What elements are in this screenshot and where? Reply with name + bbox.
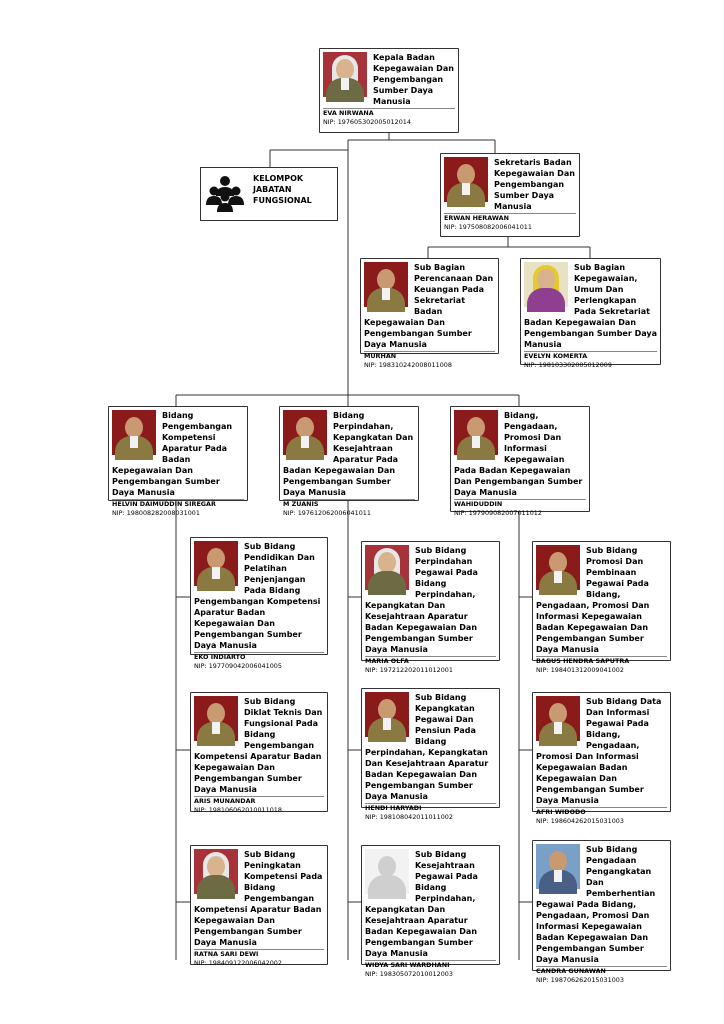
unit-card-subbid-2-1[interactable]	[361, 541, 500, 674]
avatar	[194, 696, 238, 741]
official-name: HENDI HARYADI	[365, 804, 422, 812]
official-nip: NIP: 198103302005012009	[524, 361, 612, 369]
functional-group-card[interactable]	[200, 167, 338, 221]
unit-title: Sub Bidang Perpindahan Pegawai Pada Bidang Perpindahan, Kepangkatan Dan Kesejahtraan Aparatur Badan Kepegawaian Dan Pengembangan Sumber Daya Manusia	[365, 546, 478, 654]
official-name: HELVIN DAIMUDDIN SIREGAR	[112, 500, 216, 508]
people-group-icon	[205, 172, 245, 212]
official-nip: NIP: 197909082007011012	[454, 509, 542, 517]
unit-title: Sub Bidang Kepangkatan Pegawai Dan Pensiun Pada Bidang Perpindahan, Kepangkatan Dan Kesejahtraan Aparatur Badan Kepegawaian Dan Pengembangan Sumber Daya Manusia	[365, 693, 489, 801]
official-name: EVA NIRWANA	[323, 109, 374, 117]
avatar	[194, 849, 238, 894]
unit-card-subbid-3-1[interactable]	[532, 541, 671, 674]
unit-title: Sub Bidang Peningkatan Kompetensi Pada Bidang Pengembangan Kompetensi Aparatur Badan Kepegawaian Dan Pengembangan Sumber Daya Manusia	[194, 850, 323, 947]
unit-card-subbid-3-2[interactable]	[532, 692, 671, 825]
official-nip: NIP: 198106062010011018	[194, 806, 282, 814]
unit-title: Bidang Perpindahan, Kepangkatan Dan Kesejahtraan Aparatur Pada Badan Kepegawaian Dan Pengembangan Sumber Daya Manusia	[283, 411, 414, 497]
official-name: CANDRA GUNAWAN	[536, 967, 606, 975]
official-nip: NIP: 198310242008011008	[364, 361, 452, 369]
unit-card-subbag-1[interactable]	[360, 258, 499, 369]
official-name: ERWAN HERAWAN	[444, 214, 509, 222]
official-name: MURHAN	[364, 352, 397, 360]
official-nip: NIP: 198604262015031003	[536, 817, 624, 825]
official-name: ARIS MUNANDAR	[194, 797, 256, 805]
unit-card-subbid-2-2[interactable]	[361, 688, 500, 821]
unit-title: Sub Bidang Kesejahtraan Pegawai Pada Bidang Perpindahan, Kepangkatan Dan Kesejahtraan Aparatur Badan Kepegawaian Dan Pengembangan Sumber Daya Manusia	[365, 850, 478, 958]
avatar	[365, 692, 409, 737]
official-nip: NIP: 197709042006041005	[194, 662, 282, 670]
avatar	[536, 545, 580, 590]
unit-title: Sub Bidang Data Dan Informasi Pegawai Pada Bidang, Pengadaan, Promosi Dan Informasi Kepegawaian Badan Kepegawaian Dan Pengembangan Sumber Daya Manusia	[536, 697, 662, 805]
unit-card-bidang-2[interactable]	[279, 406, 419, 517]
unit-title: Sub Bidang Pengadaan Pengangkatan Dan Pemberhentian Pegawai Pada Bidang, Pengadaan, Promosi Dan Informasi Kepegawaian Badan Kepegawaian Dan Pengembangan Sumber Daya Manusia	[536, 845, 656, 964]
avatar	[444, 157, 488, 202]
official-nip: NIP: 198409122006042002	[194, 959, 282, 967]
official-name: M ZUANIS	[283, 500, 319, 508]
unit-title: Sekretaris Badan Kepegawaian Dan Pengembangan Sumber Daya Manusia	[494, 158, 575, 211]
official-nip: NIP: 197612062006041011	[283, 509, 371, 517]
unit-title: Kepala Badan Kepegawaian Dan Pengembangan Sumber Daya Manusia	[373, 53, 454, 106]
official-nip: NIP: 198706262015031003	[536, 976, 624, 984]
avatar	[536, 696, 580, 741]
avatar	[524, 262, 568, 307]
official-name: EVELYN KOMERTA	[524, 352, 588, 360]
avatar-placeholder-icon	[365, 849, 409, 894]
functional-group-title: KELOMPOK JABATAN FUNGSIONAL	[253, 174, 312, 205]
unit-card-sekretaris[interactable]	[440, 153, 580, 237]
official-name: BAGUS HENDRA SAPUTRA	[536, 657, 630, 665]
official-nip: NIP: 198108042011011002	[365, 813, 453, 821]
unit-title: Sub Bidang Promosi Dan Pembinaan Pegawai Pada Bidang, Pengadaan, Promosi Dan Informasi Kepegawaian Badan Kepegawaian Dan Pengembangan Sumber Daya Manusia	[536, 546, 650, 654]
official-name: MARIA OLFA	[365, 657, 409, 665]
official-name: AFRI WIDODO	[536, 808, 586, 816]
unit-title: Sub Bagian Perencanaan Dan Keuangan Pada Sekretariat Badan Kepegawaian Dan Pengembangan Sumber Daya Manusia	[364, 263, 494, 349]
official-nip: NIP: 197605302005012014	[323, 118, 411, 126]
unit-card-subbid-1-3[interactable]	[190, 845, 328, 965]
unit-card-subbid-2-3[interactable]	[361, 845, 500, 978]
official-nip: NIP: 197212202011012001	[365, 666, 453, 674]
official-nip: NIP: 198401312009041002	[536, 666, 624, 674]
official-name: WIDYA SARI WARDHANI	[365, 961, 450, 969]
unit-card-bidang-1[interactable]	[108, 406, 248, 517]
official-nip: NIP: 198305072010012003	[365, 970, 453, 978]
unit-title: Bidang Pengembangan Kompetensi Aparatur Pada Badan Kepegawaian Dan Pengembangan Sumber Daya Manusia	[112, 411, 233, 497]
avatar	[454, 410, 498, 455]
avatar	[112, 410, 156, 455]
unit-title: Sub Bidang Pendidikan Dan Pelatihan Penjenjangan Pada Bidang Pengembangan Kompetensi Aparatur Badan Kepegawaian Dan Pengembangan Sumber Daya Manusia	[194, 542, 321, 650]
avatar	[283, 410, 327, 455]
unit-card-subbid-3-3[interactable]	[532, 840, 671, 984]
unit-card-subbid-1-1[interactable]	[190, 537, 328, 670]
unit-title: Bidang, Pengadaan, Promosi Dan Informasi Kepegawaian Pada Badan Kepegawaian Dan Pengembangan Sumber Daya Manusia	[454, 411, 583, 497]
official-name: WAHIDUDDIN	[454, 500, 503, 508]
unit-title: Sub Bidang Diklat Teknis Dan Fungsional Pada Bidang Pengembangan Kompetensi Aparatur Badan Kepegawaian Dan Pengembangan Sumber Daya Manusia	[194, 697, 323, 794]
avatar	[194, 541, 238, 586]
unit-card-subbid-1-2[interactable]	[190, 692, 328, 812]
avatar	[323, 52, 367, 97]
unit-card-head[interactable]	[319, 48, 459, 133]
official-name: EKO INDIARTO	[194, 653, 246, 661]
official-nip: NIP: 197508082006041011	[444, 223, 532, 231]
avatar	[364, 262, 408, 307]
unit-title: Sub Bagian Kepegawaian, Umum Dan Perlengkapan Pada Sekretariat Badan Kepegawaian Dan Pengembangan Sumber Daya Manusia	[524, 263, 657, 349]
avatar	[365, 545, 409, 590]
unit-card-bidang-3[interactable]	[450, 406, 590, 517]
unit-card-subbag-2[interactable]	[520, 258, 661, 369]
official-name: RATNA SARI DEWI	[194, 950, 259, 958]
official-nip: NIP: 198008282008031001	[112, 509, 200, 517]
avatar	[536, 844, 580, 889]
